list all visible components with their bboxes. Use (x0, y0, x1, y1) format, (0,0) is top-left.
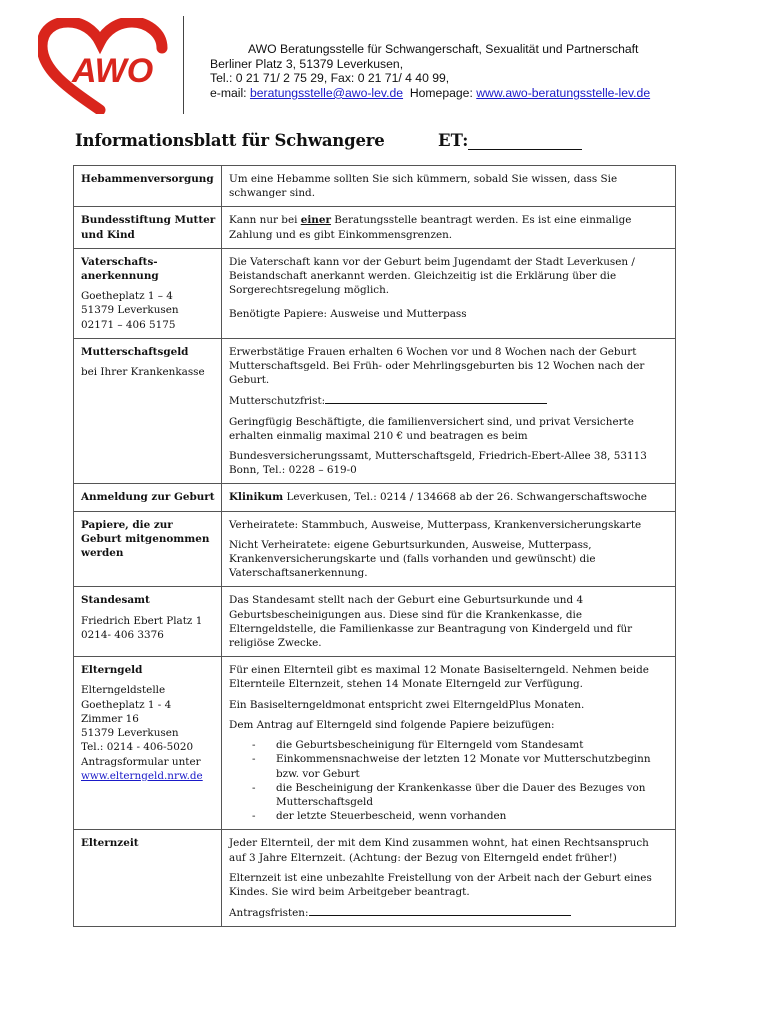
text-elterngeld: Für einen Elternteil gibt es maximal 12 Monate Basiselterngeld. Nehmen beide Elternteile Elternzeit, stehen 14 Monate Elterngeld zur Verfügung. Ein Basiselterngeldmonat entspricht zwei ElterngeldPlus Monaten. Dem Antrag auf Elterngeld sind folgende Papiere beizufügen: - die Geburtsbescheinigung für Elterngeld vom Standesamt - Einkommensnachweise der letzten 12 Monate vor Mutterschutzbeginn bzw. vor Geburt - die Bescheinigung der Krankenkasse über die Dauer des Bezuges von Mutterschaftsgeld - der letzte Steuerbescheid, wenn vorhanden (222, 657, 675, 829)
label-bundesstiftung: Bundesstiftung Mutter und Kind (74, 207, 222, 247)
text-bundesstiftung: Kann nur bei einer Beratungsstelle beantragt werden. Es ist eine einmalige Zahlung und es gibt Einkommensgrenzen. (229, 214, 632, 241)
header-contact (210, 42, 650, 100)
row-standesamt (74, 586, 675, 656)
cell-elterngeld: Elterngeld Elterngeldstelle Goetheplatz 1 - 4 Zimmer 16 51379 Leverkusen Tel.: 0214 - 406-5020 Antragsformular unter www.elterngeld.nrw.de (74, 657, 222, 829)
et-blank[interactable] (468, 132, 582, 150)
homepage-link[interactable]: www.awo-beratungsstelle-lev.de (476, 85, 651, 100)
antragsfrist-blank[interactable] (309, 905, 571, 916)
label-papiere: Papiere, die zur Geburt mitgenommen werden (74, 512, 222, 587)
row-papiere (74, 511, 675, 587)
header-web: e-mail: beratungsstelle@awo-lev.de Homepage: www.awo-beratungsstelle-lev.de (210, 85, 651, 100)
list-item: - Einkommensnachweise der letzten 12 Monate vor Mutterschutzbeginn bzw. vor Geburt (252, 753, 651, 780)
list-item: - die Bescheinigung der Krankenkasse über die Dauer des Bezuges von Mutterschaftsgeld (252, 781, 646, 808)
header-divider (183, 16, 184, 114)
list-item: - der letzte Steuerbescheid, wenn vorhanden (252, 810, 507, 823)
text-standesamt: Das Standesamt stellt nach der Geburt eine Geburtsurkunde und 4 Geburtsbescheinigungen aus. Diese sind für die Krankenkasse, die Elterngeldstelle, die Familienkasse zur Beantragung von Kindergeld und für religiöse Zwecke. (229, 594, 633, 650)
row-elternzeit (74, 829, 675, 927)
cell-mutterschaftsgeld: Mutterschaftsgeld bei Ihrer Krankenkasse (74, 339, 222, 484)
elterngeld-list (229, 738, 667, 823)
label-elternzeit: Elternzeit (74, 830, 222, 926)
email-link[interactable]: beratungsstelle@awo-lev.de (249, 85, 404, 100)
row-elterngeld (74, 656, 675, 829)
row-hebammen (74, 165, 675, 206)
text-vaterschaft: Die Vaterschaft kann vor der Geburt beim Jugendamt der Stadt Leverkusen / Beistandschaft anerkannt werden. Gleichzeitig ist die Erklärung über die Sorgerechtsregelung möglich. Benötigte Papiere: Ausweise und Mutterpass (229, 255, 635, 321)
text-anmeldung: Klinikum Leverkusen, Tel.: 0214 / 134668 ab der 26. Schwangerschaftswoche (229, 491, 647, 504)
text-hebammen: Um eine Hebamme sollten Sie sich kümmern, sobald Sie wissen, dass Sie schwanger sind. (229, 173, 618, 200)
awo-logo (38, 18, 168, 114)
page-title: Informationsblatt für Schwangere (75, 131, 385, 150)
header-address: Berliner Platz 3, 51379 Leverkusen, (210, 56, 404, 71)
row-anmeldung (74, 483, 675, 510)
row-bundesstiftung (74, 206, 675, 247)
header-phone: Tel.: 0 21 71/ 2 75 29, Fax: 0 21 71/ 4 40 99, (210, 71, 450, 86)
frist-blank[interactable] (325, 393, 547, 404)
text-mutterschaftsgeld: Erwerbstätige Frauen erhalten 6 Wochen vor und 8 Wochen nach der Geburt Mutterschaftsgeld. Bei Früh- oder Mehrlingsgeburten bis 12 Wochen nach der Geburt. Mutterschutzfrist: Geringfügig Beschäftigte, die familienversichert sind, und privat Versicherte erhalten einmalig maximal 210 € und beatragen es beim Bundesversicherungssamt, Mutterschaftsgeld, Friedrich-Ebert-Allee 38, 53113 Bonn, Tel.: 0228 – 619-0 (229, 345, 647, 477)
list-item: - die Geburtsbescheinigung für Elterngeld vom Standesamt (252, 739, 584, 752)
info-table (73, 165, 676, 927)
cell-vaterschaft: Vaterschafts-anerkennung Goetheplatz 1 – 4 51379 Leverkusen 02171 – 406 5175 (74, 249, 222, 338)
text-elternzeit: Jeder Elternteil, der mit dem Kind zusammen wohnt, hat einen Rechtsanspruch auf 3 Jahre Elternzeit. (Achtung: der Bezug von Elterngeld endet früher!) Elternzeit ist eine unbezahlte Freistellung von der Arbeit nach der Geburt eines Kindes. Sie wird beim Arbeitgeber beantragt. Antragsfristen: (229, 837, 652, 920)
logo-text: AWO (72, 52, 154, 90)
label-vaterschaft: Vaterschafts-anerkennung (81, 255, 159, 283)
text-papiere: Verheiratete: Stammbuch, Ausweise, Mutterpass, Krankenversicherungskarte Nicht Verheiratete: eigene Geburtsurkunden, Ausweise, Mutterpass, Krankenversicherungskarte und (falls vorhanden und gewünscht) die Vaterschaftsanerkennung. (229, 518, 642, 580)
label-anmeldung: Anmeldung zur Geburt (74, 484, 222, 510)
header-org: AWO Beratungsstelle für Schwangerschaft, Sexualität und Partnerschaft (248, 42, 639, 56)
cell-standesamt: Standesamt Friedrich Ebert Platz 1 0214- 406 3376 (74, 587, 222, 656)
row-mutterschaftsgeld (74, 338, 675, 484)
label-hebammen: Hebammenversorgung (74, 166, 222, 206)
elterngeld-link[interactable]: www.elterngeld.nrw.de (81, 769, 203, 782)
row-vaterschaft (74, 248, 675, 338)
et-field: ET: (438, 131, 582, 150)
